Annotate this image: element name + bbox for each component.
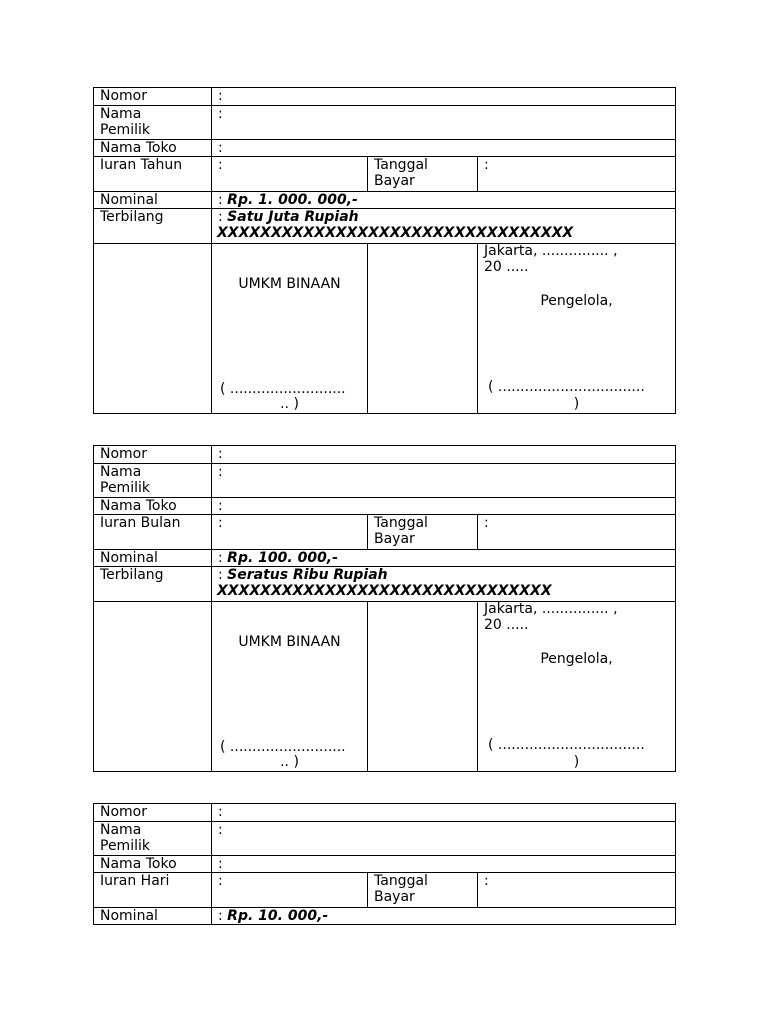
signature-manager <box>478 244 676 414</box>
manager-signature-line-end: ) <box>573 396 580 412</box>
umkm-signature-line-end: .. ) <box>280 754 299 770</box>
label-nama-toko: Nama Toko <box>94 498 212 515</box>
signature-spacer <box>368 244 478 414</box>
year-line: 20 ..... <box>484 617 529 633</box>
signature-blank <box>94 244 212 414</box>
value-tanggal-bayar: : <box>478 157 676 192</box>
umkm-title: UMKM BINAAN <box>238 276 341 292</box>
value-iuran: : <box>212 157 368 192</box>
place-date: Jakarta, ............... , <box>484 601 618 617</box>
label-terbilang: Terbilang <box>94 209 212 244</box>
label-nomor: Nomor <box>94 88 212 106</box>
value-nominal: : Rp. 1. 000. 000,- <box>212 192 676 209</box>
value-nama-toko: : <box>212 140 676 157</box>
umkm-signature-line-end: .. ) <box>280 396 299 412</box>
value-nominal: : Rp. 100. 000,- <box>212 550 676 567</box>
label-nama-pemilik: Nama Pemilik <box>94 822 212 856</box>
label-tanggal-bayar: Tanggal Bayar <box>368 515 478 550</box>
receipt-3 <box>93 803 676 925</box>
manager-title: Pengelola, <box>540 651 613 667</box>
manager-signature-line-end: ) <box>573 754 580 770</box>
nominal-amount: Rp. 100. 000,- <box>227 550 338 566</box>
label-nominal: Nominal <box>94 550 212 567</box>
manager-signature-line: ( ................................. <box>488 737 645 753</box>
label-tanggal-bayar: Tanggal Bayar <box>368 157 478 192</box>
value-iuran: : <box>212 873 368 908</box>
label-nominal: Nominal <box>94 908 212 925</box>
label-nama-pemilik: Nama Pemilik <box>94 106 212 140</box>
label-iuran: Iuran Bulan <box>94 515 212 550</box>
receipt-2 <box>93 445 676 772</box>
label-nama-pemilik: Nama Pemilik <box>94 464 212 498</box>
label-iuran: Iuran Tahun <box>94 157 212 192</box>
value-nomor: : <box>212 804 676 822</box>
label-terbilang: Terbilang <box>94 567 212 602</box>
value-tanggal-bayar: : <box>478 873 676 908</box>
value-nama-pemilik: : <box>212 822 676 856</box>
value-nama-toko: : <box>212 498 676 515</box>
label-nominal: Nominal <box>94 192 212 209</box>
value-nomor: : <box>212 88 676 106</box>
value-nomor: : <box>212 446 676 464</box>
umkm-title: UMKM BINAAN <box>238 634 341 650</box>
manager-signature-line: ( ................................. <box>488 379 645 395</box>
umkm-signature-line: ( .......................... <box>220 381 346 397</box>
terbilang-filler: XXXXXXXXXXXXXXXXXXXXXXXXXXXXXXXXX <box>217 225 574 241</box>
label-nomor: Nomor <box>94 446 212 464</box>
signature-spacer <box>368 602 478 772</box>
value-terbilang: : Satu Juta Rupiah XXXXXXXXXXXXXXXXXXXXXXXXXXXXXXXXX <box>212 209 676 244</box>
signature-umkm <box>212 244 368 414</box>
place-date: Jakarta, ............... , <box>484 243 618 259</box>
terbilang-filler: XXXXXXXXXXXXXXXXXXXXXXXXXXXXXXX <box>217 583 552 599</box>
value-tanggal-bayar: : <box>478 515 676 550</box>
value-terbilang: : Seratus Ribu Rupiah XXXXXXXXXXXXXXXXXXXXXXXXXXXXXXX <box>212 567 676 602</box>
value-nama-pemilik: : <box>212 464 676 498</box>
umkm-signature-line: ( .......................... <box>220 739 346 755</box>
nominal-amount: Rp. 1. 000. 000,- <box>227 192 358 208</box>
label-nama-toko: Nama Toko <box>94 140 212 157</box>
nominal-amount: Rp. 10. 000,- <box>227 908 329 924</box>
signature-manager <box>478 602 676 772</box>
label-iuran: Iuran Hari <box>94 873 212 908</box>
value-nama-pemilik: : <box>212 106 676 140</box>
signature-blank <box>94 602 212 772</box>
manager-title: Pengelola, <box>540 293 613 309</box>
value-nama-toko: : <box>212 856 676 873</box>
terbilang-text: Seratus Ribu Rupiah <box>227 567 388 583</box>
value-nominal: : Rp. 10. 000,- <box>212 908 676 925</box>
value-iuran: : <box>212 515 368 550</box>
label-nomor: Nomor <box>94 804 212 822</box>
label-tanggal-bayar: Tanggal Bayar <box>368 873 478 908</box>
year-line: 20 ..... <box>484 259 529 275</box>
receipt-1 <box>93 87 676 414</box>
label-nama-toko: Nama Toko <box>94 856 212 873</box>
signature-umkm <box>212 602 368 772</box>
terbilang-text: Satu Juta Rupiah <box>227 209 359 225</box>
